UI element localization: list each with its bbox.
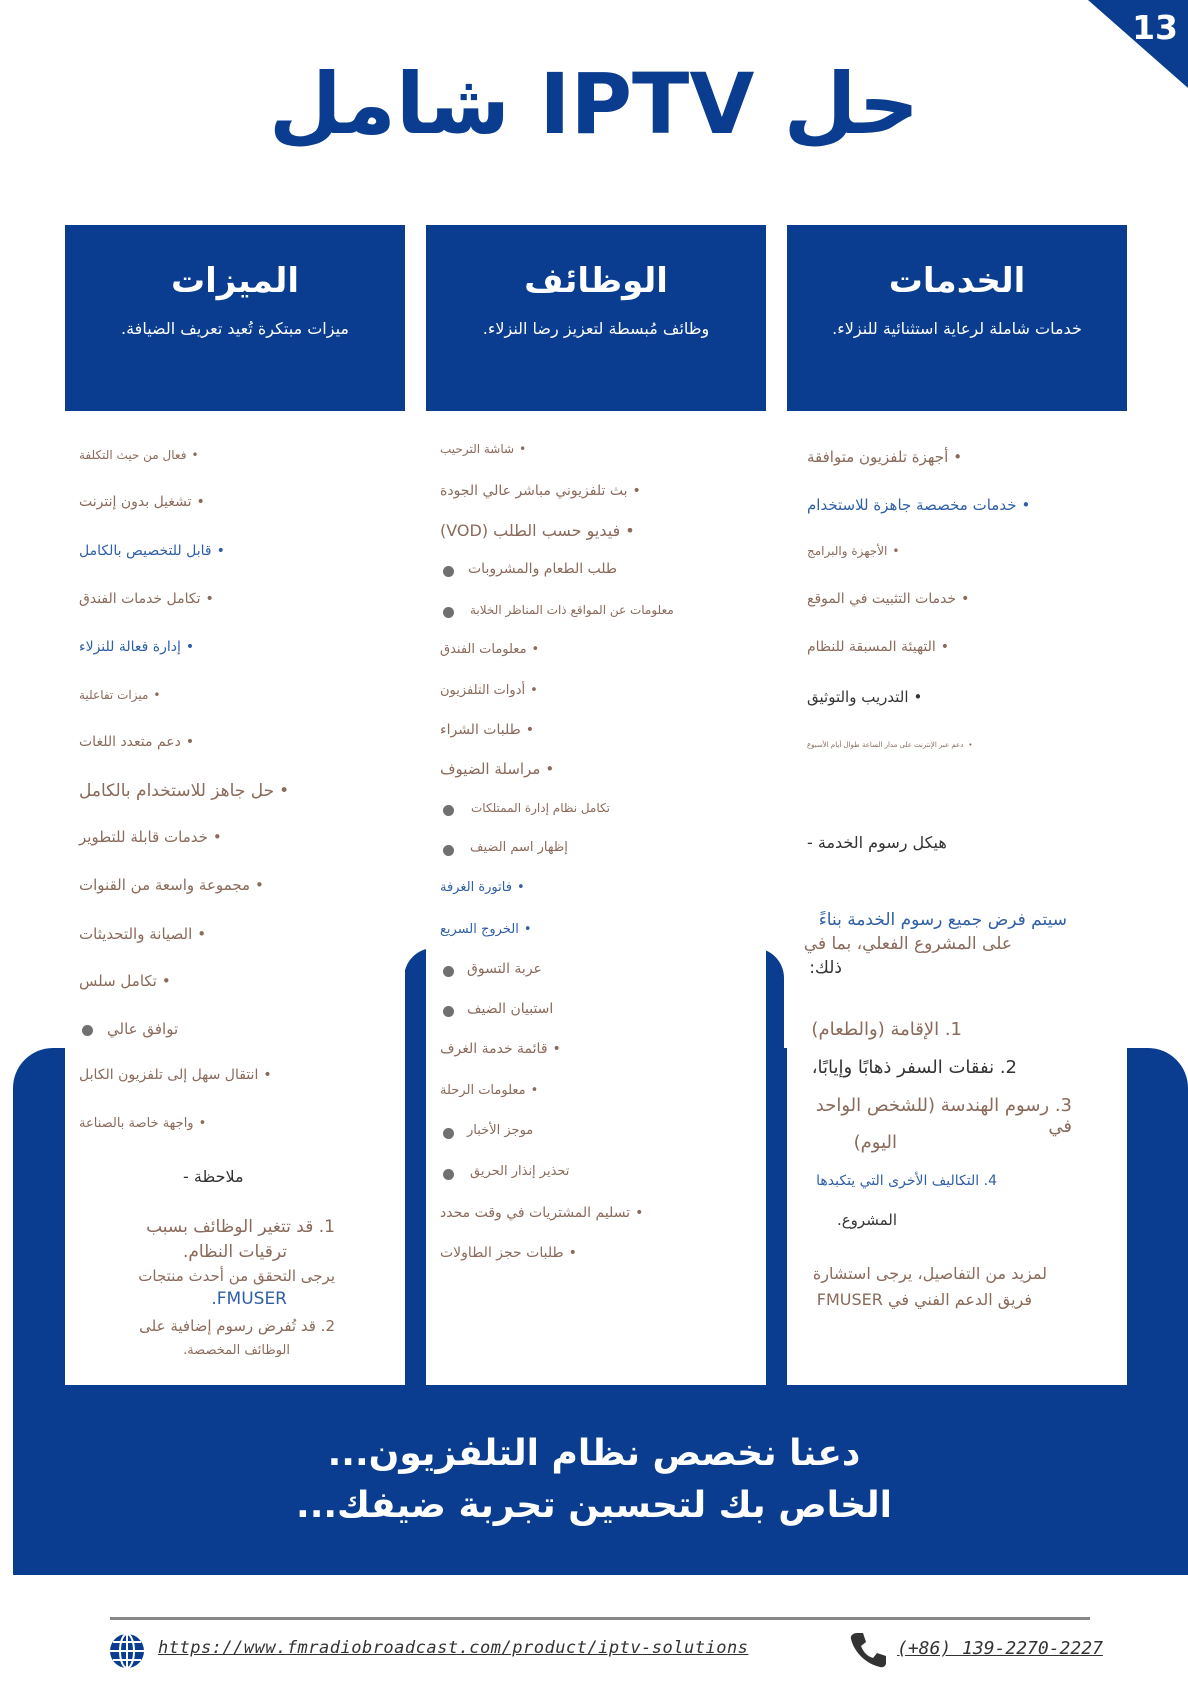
list-item: طلب الطعام والمشروبات bbox=[468, 561, 618, 577]
note-text: 1. قد تتغير الوظائف بسبب bbox=[146, 1217, 335, 1237]
fee-item: 2. نفقات السفر ذهابًا وإيابًا، bbox=[811, 1057, 1017, 1078]
list-item: •مراسلة الضيوف bbox=[440, 760, 555, 778]
list-item: تحذير إنذار الحريق bbox=[470, 1164, 570, 1179]
globe-icon bbox=[108, 1632, 146, 1670]
functions-body bbox=[426, 411, 766, 1385]
list-item: •قابل للتخصيص بالكامل bbox=[79, 543, 225, 559]
list-item: •تكامل سلس bbox=[79, 972, 171, 990]
features-body bbox=[65, 411, 405, 1385]
fee-intro: على المشروع الفعلي، بما في bbox=[803, 934, 1012, 954]
list-item: •معلومات الفندق bbox=[440, 642, 540, 657]
bullet-circle bbox=[82, 1025, 93, 1036]
list-item: توافق عالي bbox=[107, 1020, 179, 1038]
features-column bbox=[65, 225, 405, 1358]
list-item: •التهيئة المسبقة للنظام bbox=[807, 639, 950, 655]
list-item: •حل جاهز للاستخدام بالكامل bbox=[79, 781, 290, 801]
banner-line: دعنا نخصص نظام التلفزيون... bbox=[327, 1433, 861, 1474]
bullet-circle bbox=[443, 805, 454, 816]
list-item: •خدمات التثبيت في الموقع bbox=[807, 591, 970, 607]
list-item: •إدارة فعالة للنزلاء bbox=[79, 639, 195, 655]
note-heading: ملاحظة - bbox=[183, 1167, 244, 1186]
list-item: •طلبات حجز الطاولات bbox=[440, 1245, 577, 1261]
list-item: •دعم متعدد اللغات bbox=[79, 734, 195, 750]
services-header bbox=[787, 225, 1127, 411]
list-item: •واجهة خاصة بالصناعة bbox=[79, 1116, 207, 1131]
features-header bbox=[65, 225, 405, 411]
list-item: •دعم عبر الإنترنت على مدار الساعة طوال أيام الأسبوع bbox=[807, 741, 973, 749]
note-text: يرجى التحقق من أحدث منتجات bbox=[138, 1267, 335, 1285]
banner-line: الخاص بك لتحسين تجربة ضيفك... bbox=[296, 1485, 892, 1526]
list-item: موجز الأخبار bbox=[467, 1123, 534, 1138]
list-item: •فاتورة الغرفة bbox=[440, 880, 525, 895]
functions-header bbox=[426, 225, 766, 411]
list-item: •تشغيل بدون إنترنت bbox=[79, 494, 205, 510]
fee-item: 3. رسوم الهندسة (للشخص الواحد في bbox=[815, 1095, 1072, 1137]
features-title: الميزات bbox=[170, 261, 300, 301]
phone-icon bbox=[848, 1630, 888, 1670]
list-item: •قائمة خدمة الغرف bbox=[440, 1041, 561, 1057]
list-item: استبيان الضيف bbox=[467, 1001, 554, 1017]
list-item: •تسليم المشتريات في وقت محدد bbox=[440, 1205, 644, 1221]
list-item: •مجموعة واسعة من القنوات bbox=[79, 876, 264, 894]
bullet-circle bbox=[443, 566, 454, 577]
list-item: •أدوات التلفزيون bbox=[440, 683, 538, 698]
functions-title: الوظائف bbox=[524, 261, 668, 301]
functions-column bbox=[426, 225, 766, 1261]
list-item: •أجهزة تلفزيون متوافقة bbox=[807, 448, 963, 466]
list-item: إظهار اسم الضيف bbox=[470, 840, 568, 855]
fee-item: 4. التكاليف الأخرى التي يتكبدها bbox=[816, 1173, 997, 1189]
footer-divider bbox=[110, 1617, 1090, 1620]
services-column bbox=[787, 225, 1127, 1309]
list-item: معلومات عن المواقع ذات المناظر الخلابة bbox=[470, 603, 674, 617]
fee-item: 1. الإقامة (والطعام) bbox=[811, 1019, 962, 1040]
contact-text: لمزيد من التفاصيل، يرجى استشارة bbox=[812, 1264, 1047, 1283]
list-item: •الصيانة والتحديثات bbox=[79, 925, 207, 943]
list-item: •طلبات الشراء bbox=[440, 722, 535, 738]
services-title: الخدمات bbox=[888, 261, 1026, 301]
list-item: •خدمات مخصصة جاهزة للاستخدام bbox=[807, 496, 1031, 514]
fee-item: اليوم) bbox=[853, 1132, 897, 1153]
note-text: ترقيات النظام. bbox=[182, 1242, 287, 1262]
list-item: •بث تلفزيوني مباشر عالي الجودة bbox=[440, 483, 641, 499]
contact-text: فريق الدعم الفني في FMUSER bbox=[816, 1290, 1032, 1309]
list-item: عربة التسوق bbox=[467, 961, 542, 977]
list-item: •فعال من حيث التكلفة bbox=[79, 448, 199, 462]
fee-heading: هيكل رسوم الخدمة - bbox=[807, 833, 947, 852]
list-item: تكامل نظام إدارة الممتلكات bbox=[471, 801, 610, 815]
services-body bbox=[787, 411, 1127, 1385]
bullet-circle bbox=[443, 1128, 454, 1139]
list-item: •شاشة الترحيب bbox=[440, 442, 527, 456]
note-text: FMUSER. bbox=[211, 1289, 287, 1309]
page-title: حل IPTV شامل bbox=[268, 55, 920, 153]
fee-item: المشروع. bbox=[836, 1211, 897, 1229]
note-text: الوظائف المخصصة. bbox=[183, 1343, 290, 1358]
fee-intro: ذلك: bbox=[809, 958, 842, 978]
bullet-circle bbox=[443, 1006, 454, 1017]
list-item: •تكامل خدمات الفندق bbox=[79, 591, 214, 607]
website-link[interactable]: https://www.fmradiobroadcast.com/product/iptv-solutions bbox=[158, 1638, 749, 1658]
page-number: 13 bbox=[1132, 8, 1178, 47]
list-item: •فيديو حسب الطلب (VOD) bbox=[440, 521, 635, 540]
bullet-circle bbox=[443, 845, 454, 856]
bullet-circle bbox=[443, 1169, 454, 1180]
bullet-circle bbox=[443, 966, 454, 977]
list-item: •ميزات تفاعلية bbox=[79, 688, 161, 702]
list-item: •معلومات الرحلة bbox=[440, 1083, 539, 1098]
phone-link[interactable]: (+86) 139-2270-2227 bbox=[897, 1638, 1103, 1659]
bullet-circle bbox=[443, 607, 454, 618]
list-item: •انتقال سهل إلى تلفزيون الكابل bbox=[79, 1067, 272, 1083]
features-subtitle: ميزات مبتكرة تُعيد تعريف الضيافة. bbox=[121, 319, 349, 338]
list-item: •خدمات قابلة للتطوير bbox=[79, 828, 222, 846]
list-item: •الأجهزة والبرامج bbox=[807, 544, 900, 558]
list-item: •الخروج السريع bbox=[440, 922, 532, 937]
functions-subtitle: وظائف مُبسطة لتعزيز رضا النزلاء. bbox=[482, 319, 710, 338]
list-item: •التدريب والتوثيق bbox=[807, 688, 923, 706]
note-text: 2. قد تُفرض رسوم إضافية على bbox=[139, 1317, 335, 1335]
services-subtitle: خدمات شاملة لرعاية استثنائية للنزلاء. bbox=[832, 319, 1082, 338]
fee-intro: سيتم فرض جميع رسوم الخدمة بناءً bbox=[818, 910, 1067, 930]
